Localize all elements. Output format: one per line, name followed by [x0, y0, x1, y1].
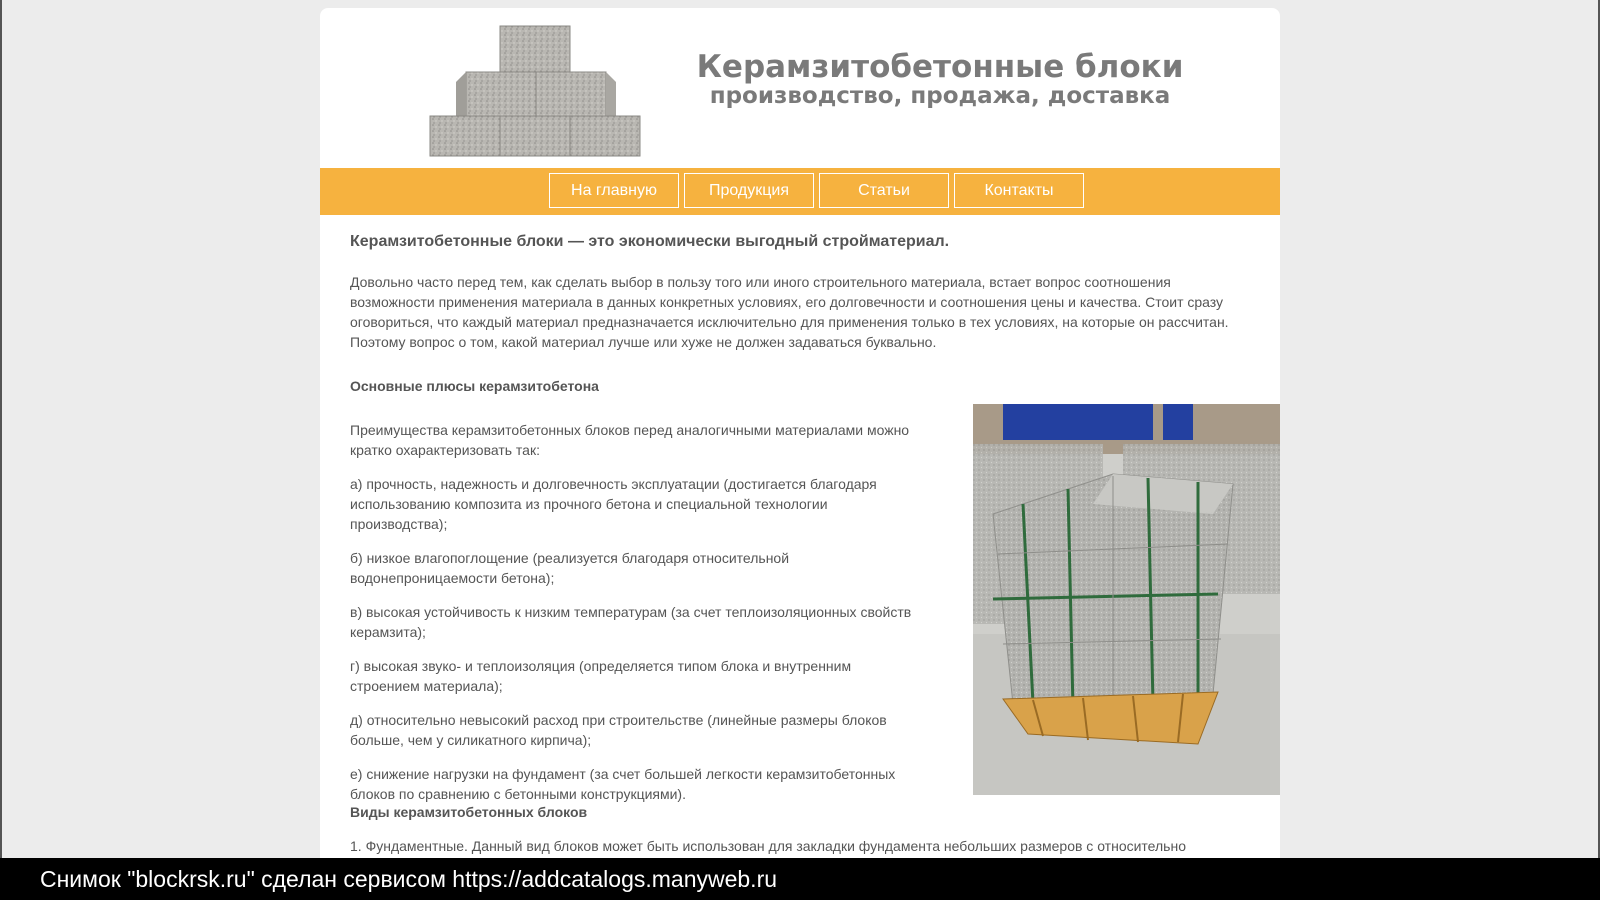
section-title-advantages: Основные плюсы керамзитобетона: [350, 378, 599, 394]
nav-articles[interactable]: Статьи: [819, 173, 949, 208]
main-nav: [320, 168, 1280, 215]
list-item: е) снижение нагрузки на фундамент (за счет большей легкости керамзитобетонных блоков по сравнению с бетонными конструкциями).: [350, 766, 896, 802]
page-container: [320, 8, 1280, 858]
advantages-column: [350, 420, 920, 818]
pallet-of-blocks-photo: [973, 404, 1280, 795]
list-item: б) низкое влагопоглощение (реализуется благодаря относительной водонепроницаемости бетона);: [350, 550, 790, 586]
site-title: [680, 50, 1200, 108]
advantages-lead: Преимущества керамзитобетонных блоков перед аналогичными материалами можно кратко охарактеризовать так:: [350, 422, 910, 458]
types-first-item: 1. Фундаментные. Данный вид блоков может быть использован для закладки фундамента небольших размеров с относительно: [350, 838, 1186, 854]
article-heading: Керамзитобетонные блоки — это экономически выгодный стройматериал.: [350, 233, 950, 250]
list-item: г) высокая звуко- и теплоизоляция (определяется типом блока и внутренним строением материала);: [350, 658, 852, 694]
site-title-main: Керамзитобетонные блоки: [696, 49, 1184, 85]
site-title-sub: производство, продажа, доставка: [709, 83, 1171, 109]
screenshot-service-banner: Снимок "blockrsk.ru" сделан сервисом https://addcatalogs.manyweb.ru: [0, 858, 1600, 900]
nav-home[interactable]: На главную: [549, 173, 679, 208]
nav-contacts[interactable]: Контакты: [954, 173, 1084, 208]
article-intro: Довольно часто перед тем, как сделать выбор в пользу того или иного строительного материала, встает вопрос соотношения возможности применения материала в данных конкретных условиях, его долговечности и соотношения цены и качества. Стоит сразу оговориться, что каждый материал предназначается исключительно для применения только в тех условиях, на которые он рассчитан. Поэтому вопрос о том, какой материал лучше или хуже не должен задаваться буквально.: [350, 274, 1229, 350]
list-item: д) относительно невысокий расход при строительстве (линейные размеры блоков больше, чем у силикатного кирпича);: [350, 712, 887, 748]
section-title-types: Виды керамзитобетонных блоков: [350, 804, 588, 820]
site-header: [320, 8, 1280, 168]
concrete-blocks-logo: [426, 22, 644, 160]
list-item: а) прочность, надежность и долговечность эксплуатации (достигается благодаря использованию композита из прочного бетона и специальной технологии производства);: [350, 476, 877, 532]
article-content: [350, 232, 1250, 854]
left-border: [0, 0, 2, 858]
list-item: в) высокая устойчивость к низким температурам (за счет теплоизоляционных свойств керамзита);: [350, 604, 912, 640]
nav-products[interactable]: Продукция: [684, 173, 814, 208]
